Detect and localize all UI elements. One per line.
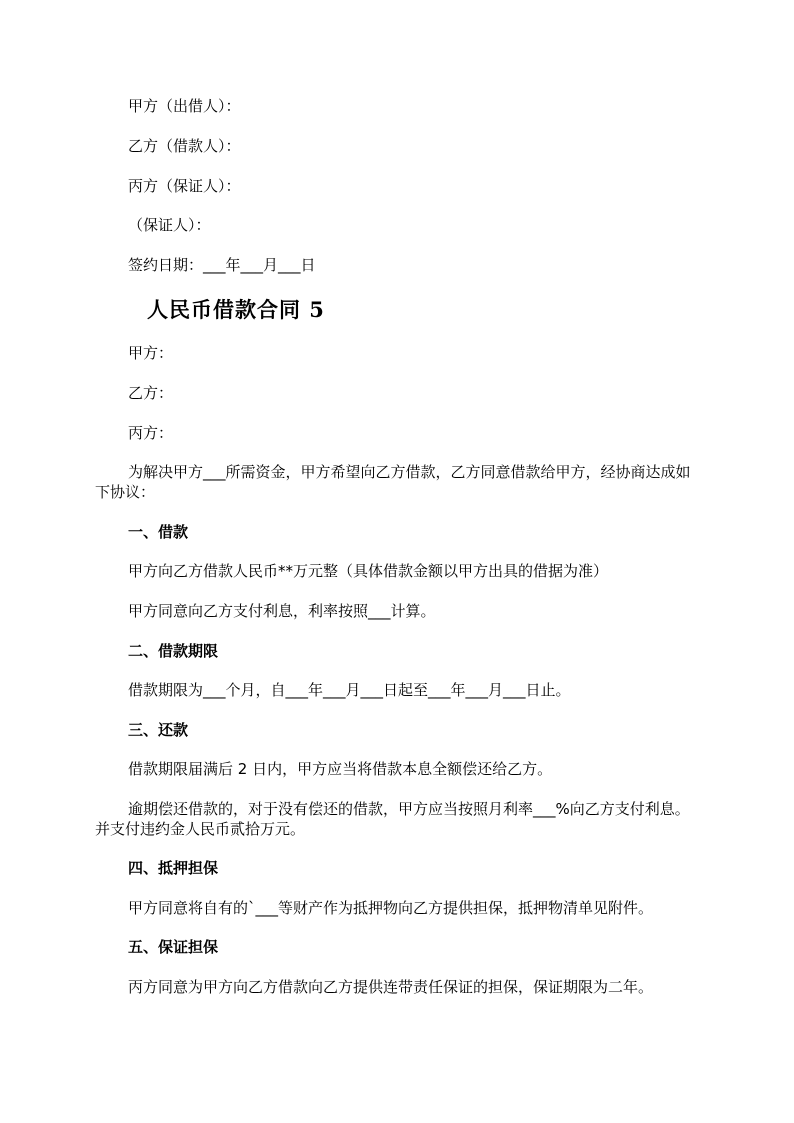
section-1-heading: 一、借款 <box>128 523 189 541</box>
section-2-para-1: 借款期限为___个月，自___年___月___日起至___年___月___日止。 <box>128 681 571 699</box>
section-3-para-1: 借款期限届满后 2 日内，甲方应当将借款本息全额偿还给乙方。 <box>128 760 553 778</box>
contract-title: 人民币借款合同 5 <box>147 297 325 322</box>
contract-party-c: 丙方： <box>128 424 174 442</box>
section-3-heading: 三、还款 <box>128 721 189 739</box>
section-3-para-2: 逾期偿还借款的，对于没有偿还的借款，甲方应当按照月利率___%向乙方支付利息。并支付违约金人民币贰拾万元。 <box>95 800 690 838</box>
section-1-para-1: 甲方向乙方借款人民币**万元整（具体借款金额以甲方出具的借据为准） <box>128 562 609 580</box>
section-2-heading: 二、借款期限 <box>128 642 219 660</box>
sig-party-a: 甲方（出借人）： <box>128 97 241 115</box>
section-4-para-1: 甲方同意将自有的`___等财产作为抵押物向乙方提供担保，抵押物清单见附件。 <box>128 899 654 917</box>
section-4-heading: 四、抵押担保 <box>128 859 219 877</box>
sig-party-c: 丙方（保证人）： <box>128 177 241 195</box>
section-5-para-1: 丙方同意为甲方向乙方借款向乙方提供连带责任保证的担保，保证期限为二年。 <box>128 978 654 996</box>
sig-guarantor: （保证人）： <box>128 216 211 234</box>
contract-party-a: 甲方： <box>128 344 174 362</box>
contract-intro: 为解决甲方___所需资金，甲方希望向乙方借款，乙方同意借款给甲方，经协商达成如下协议： <box>95 463 691 501</box>
section-5-heading: 五、保证担保 <box>128 938 219 956</box>
section-1-para-2: 甲方同意向乙方支付利息，利率按照___计算。 <box>128 602 436 620</box>
sig-date: 签约日期：___年___月___日 <box>128 256 316 274</box>
sig-party-b: 乙方（借款人）： <box>128 137 241 155</box>
contract-party-b: 乙方： <box>128 384 174 402</box>
